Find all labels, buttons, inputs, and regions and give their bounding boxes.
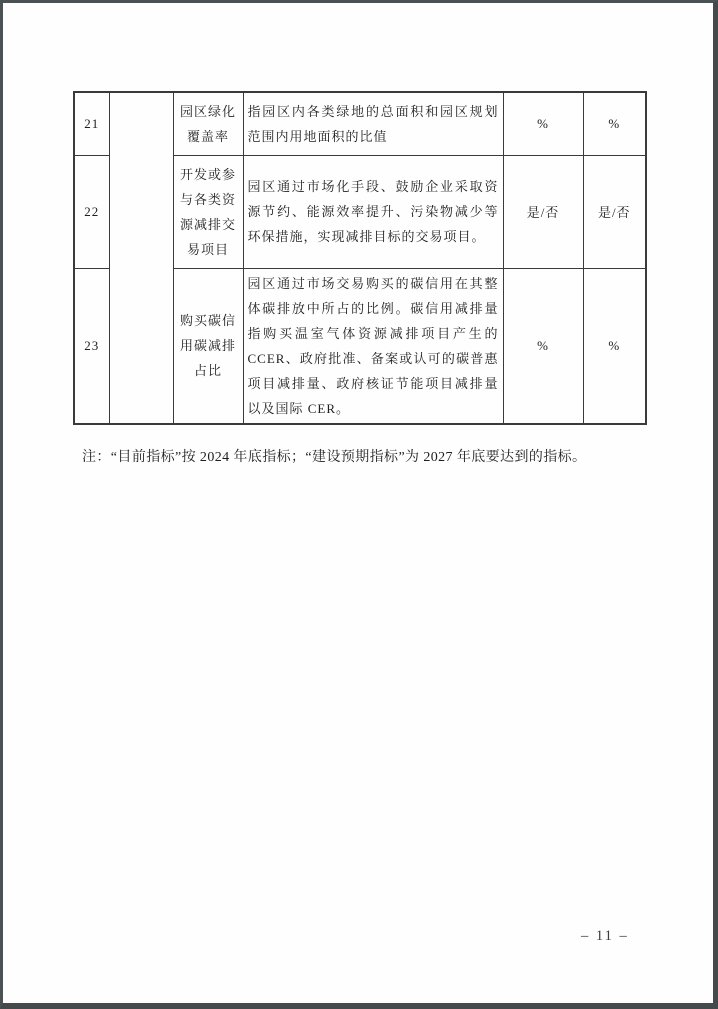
- current-indicator-value: %: [503, 92, 583, 155]
- row-number: 21: [74, 92, 109, 155]
- expected-indicator-value: 是/否: [583, 155, 646, 268]
- indicator-description: 指园区内各类绿地的总面积和园区规划范围内用地面积的比值: [243, 92, 503, 155]
- page-number: – 11 –: [581, 928, 629, 944]
- row-number: 23: [74, 268, 109, 424]
- table-row-21: [74, 92, 646, 155]
- footnote: 注：“目前指标”按 2024 年底指标；“建设预期指标”为 2027 年底要达到的指标。: [82, 450, 587, 465]
- expected-indicator-value: %: [583, 92, 646, 155]
- indicator-name: 购买碳信用碳减排占比: [173, 268, 243, 424]
- indicator-name: 开发或参与各类资源减排交易项目: [173, 155, 243, 268]
- current-indicator-value: 是/否: [503, 155, 583, 268]
- current-indicator-value: %: [503, 268, 583, 424]
- expected-indicator-value: %: [583, 268, 646, 424]
- indicator-table: [73, 91, 647, 425]
- row-number: 22: [74, 155, 109, 268]
- category-cell-empty: [109, 92, 173, 424]
- indicator-description: 园区通过市场交易购买的碳信用在其整体碳排放中所占的比例。碳信用减排量指购买温室气体资源减排项目产生的CCER、政府批准、备案或认可的碳普惠项目减排量、政府核证节能项目减排量以及国际 CER。: [243, 268, 503, 424]
- indicator-name: 园区绿化覆盖率: [173, 92, 243, 155]
- indicator-description: 园区通过市场化手段、鼓励企业采取资源节约、能源效率提升、污染物减少等环保措施，实现减排目标的交易项目。: [243, 155, 503, 268]
